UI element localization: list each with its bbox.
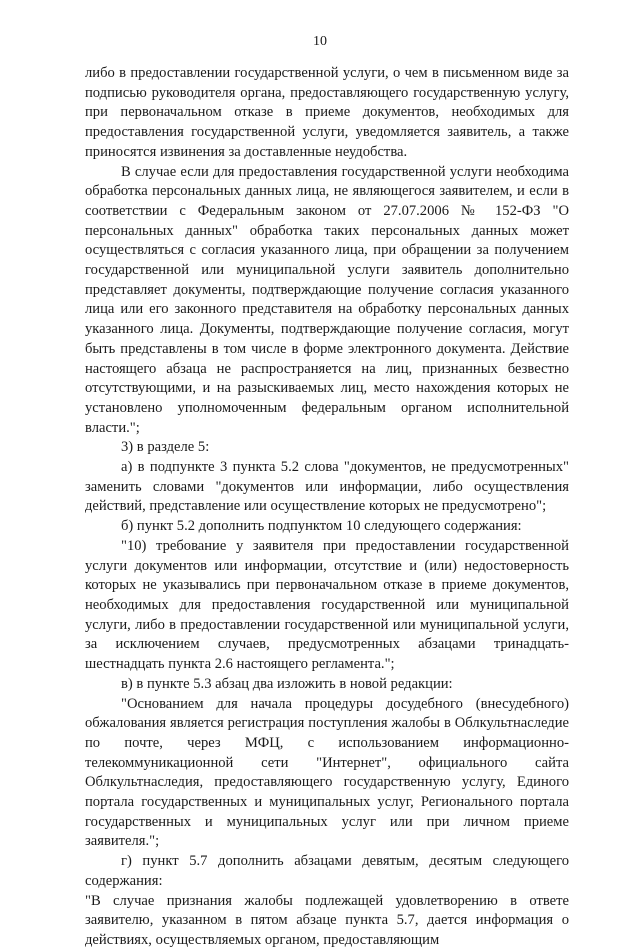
- paragraph: 3) в разделе 5:: [121, 439, 210, 456]
- paragraph: б) пункт 5.2 дополнить подпунктом 10 следующего содержания:: [121, 518, 522, 535]
- document-body: [85, 64, 569, 951]
- paragraph: В случае если для предоставления государственной услуги необходима обработка персональных данных лица, не являющегося заявителем, и если в соответствии с Федеральным законом от 27.07.2006 № 152-ФЗ "О персональных данных" обработка таких персональных данных может осуществляться с согласия указанного лица, при обращении за получением государственной или муниципальной услуги заявитель дополнительно представляет документы, подтверждающие получение согласия указанного лица или его законного представителя на обработку персональных данных указанного лица. Документы, подтверждающие получение согласия, могут быть представлены в том числе в форме электронного документа. Действие настоящего абзаца не распространяется на лиц, признанных безвестно отсутствующими, и на разыскиваемых лиц, место нахождения которых не установлено уполномоченным федеральным органом исполнительной власти.";: [85, 163, 569, 436]
- page-number: 10: [313, 34, 327, 49]
- paragraph: в) в пункте 5.3 абзац два изложить в новой редакции:: [121, 675, 453, 692]
- paragraph: а) в подпункте 3 пункта 5.2 слова "документов, не предусмотренных" заменить словами "документов или информации, либо осуществления действий, представление или осуществление которых не предусмотрено";: [85, 459, 569, 515]
- paragraph: либо в предоставлении государственной услуги, о чем в письменном виде за подписью руководителя органа, предоставляющего государственную услугу, при первоначальном отказе в приеме документов, необходимых для предоставления государственной услуги, уведомляется заявитель, а также приносятся извинения за доставленные неудобства.: [85, 65, 569, 160]
- paragraph: г) пункт 5.7 дополнить абзацами девятым, десятым следующего содержания:: [85, 853, 569, 889]
- paragraph: "10) требование у заявителя при предоставлении государственной услуги документов или информации, отсутствие и (или) недостоверность которых не указывались при первоначальном отказе в приеме документов, необходимых для предоставления государственной или муниципальной услуги, либо в предоставлении государственной или муниципальной услуги, за исключением случаев, предусмотренных абзацами тринадцать-шестнадцать пункта 2.6 настоящего регламента.";: [85, 537, 569, 673]
- paragraph: "Основанием для начала процедуры досудебного (внесудебного) обжалования является регистрация поступления жалобы в Облкультнаследие по почте, через МФЦ, с использованием информационно-телекоммуникационной сети "Интернет", официального сайта Облкультнаследия, предоставляющего государственную услугу, Единого портала государственных и муниципальных услуг, Регионального портала государственных и муниципальных услуг или при личном приеме заявителя.";: [85, 695, 569, 850]
- paragraph: "В случае признания жалобы подлежащей удовлетворению в ответе заявителю, указанном в пятом абзаце пункта 5.7, дается информация о действиях, осуществляемых органом, предоставляющим: [85, 892, 569, 948]
